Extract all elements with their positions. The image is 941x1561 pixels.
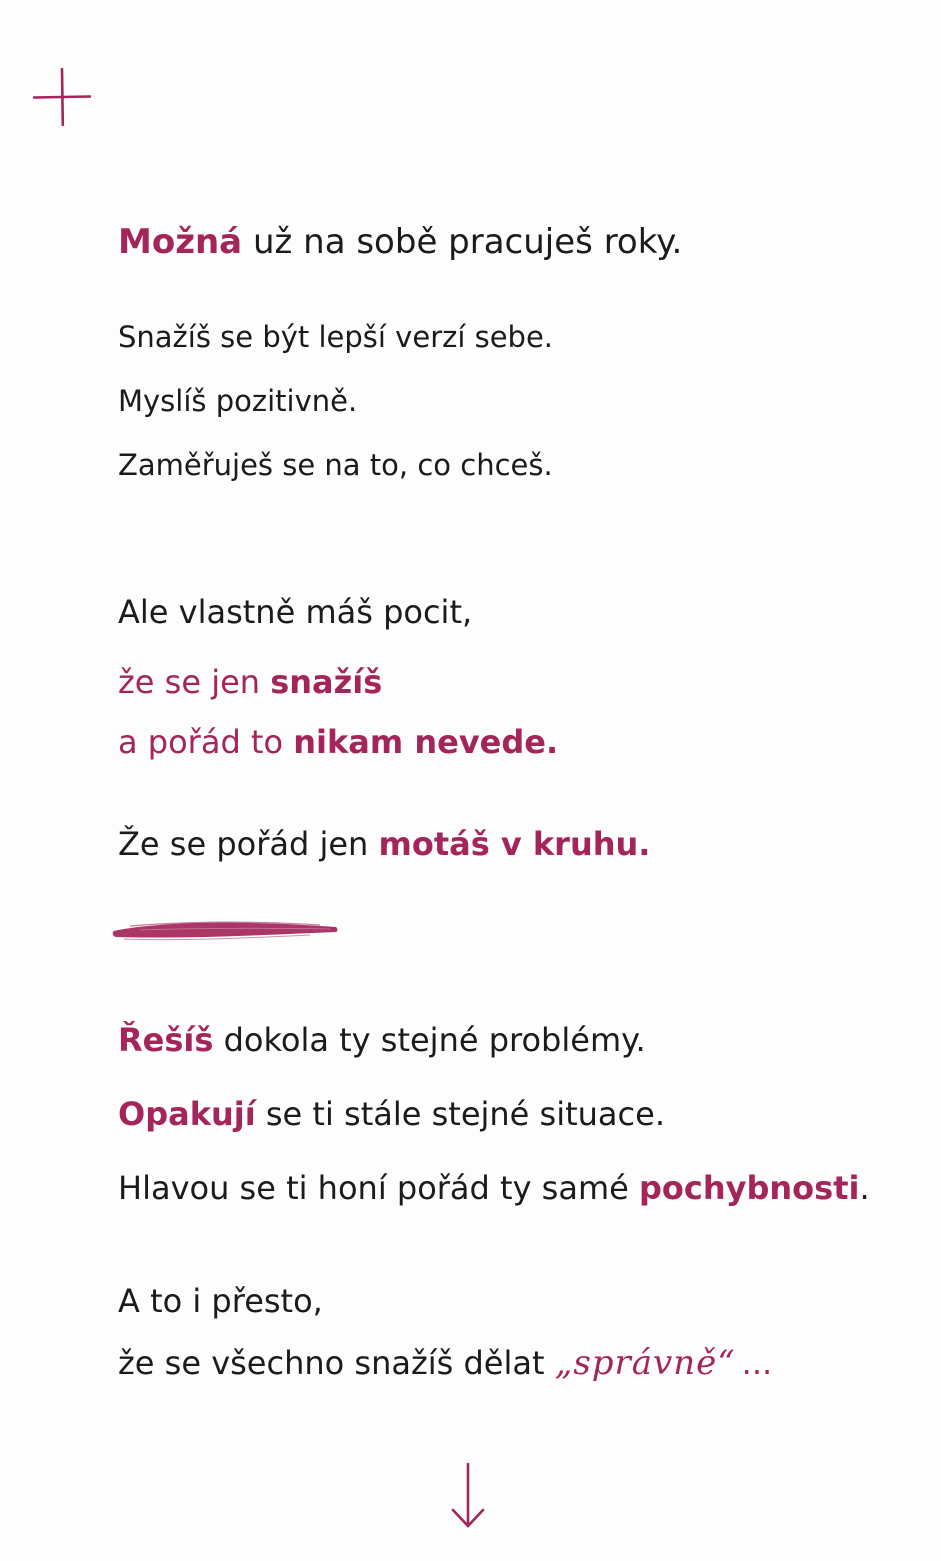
plain-text: .	[859, 1169, 870, 1207]
highlight-strong: motáš v kruhu.	[378, 825, 651, 863]
text-line	[118, 1095, 665, 1133]
text-line	[118, 1343, 772, 1383]
highlight-strong: pochybnosti	[638, 1169, 860, 1207]
brush-stroke-divider	[110, 913, 342, 945]
highlight-strong: snažíš	[270, 663, 383, 701]
intro-text: už na sobě pracuješ roky.	[242, 222, 683, 262]
plain-text: dokola ty stejné problémy.	[213, 1021, 646, 1059]
plain-text: se ti stále stejné situace.	[255, 1095, 665, 1133]
script-word: „správně“	[554, 1343, 736, 1383]
text-line: Snažíš se být lepší verzí sebe.	[118, 320, 554, 354]
plain-text: Hlavou se ti honí pořád ty samé	[118, 1169, 639, 1207]
highlight-strong: Řešíš	[118, 1021, 214, 1059]
plain-text: Že se pořád jen	[118, 825, 379, 863]
text-line: Myslíš pozitivně.	[118, 384, 358, 418]
intro-line	[118, 222, 682, 262]
text-line	[118, 1021, 646, 1059]
highlight-line	[118, 663, 382, 701]
plain-text: že se všechno snažíš dělat	[118, 1344, 555, 1382]
intro-highlight: Možná	[118, 222, 243, 262]
text-line: A to i přesto,	[118, 1282, 323, 1320]
highlight-text: a pořád to	[118, 723, 294, 761]
text-line: Zaměřuješ se na to, co chceš.	[118, 448, 553, 482]
highlight-strong: Opakují	[118, 1095, 256, 1133]
highlight-strong: nikam nevede.	[293, 723, 559, 761]
highlight-text: že se jen	[118, 663, 271, 701]
text-line: Ale vlastně máš pocit,	[118, 593, 473, 631]
arrow-down-icon[interactable]	[449, 1462, 487, 1530]
text-line	[118, 825, 650, 863]
ellipsis: ...	[741, 1344, 773, 1382]
text-line	[118, 1169, 870, 1207]
highlight-line	[118, 723, 558, 761]
plus-icon	[33, 68, 91, 126]
